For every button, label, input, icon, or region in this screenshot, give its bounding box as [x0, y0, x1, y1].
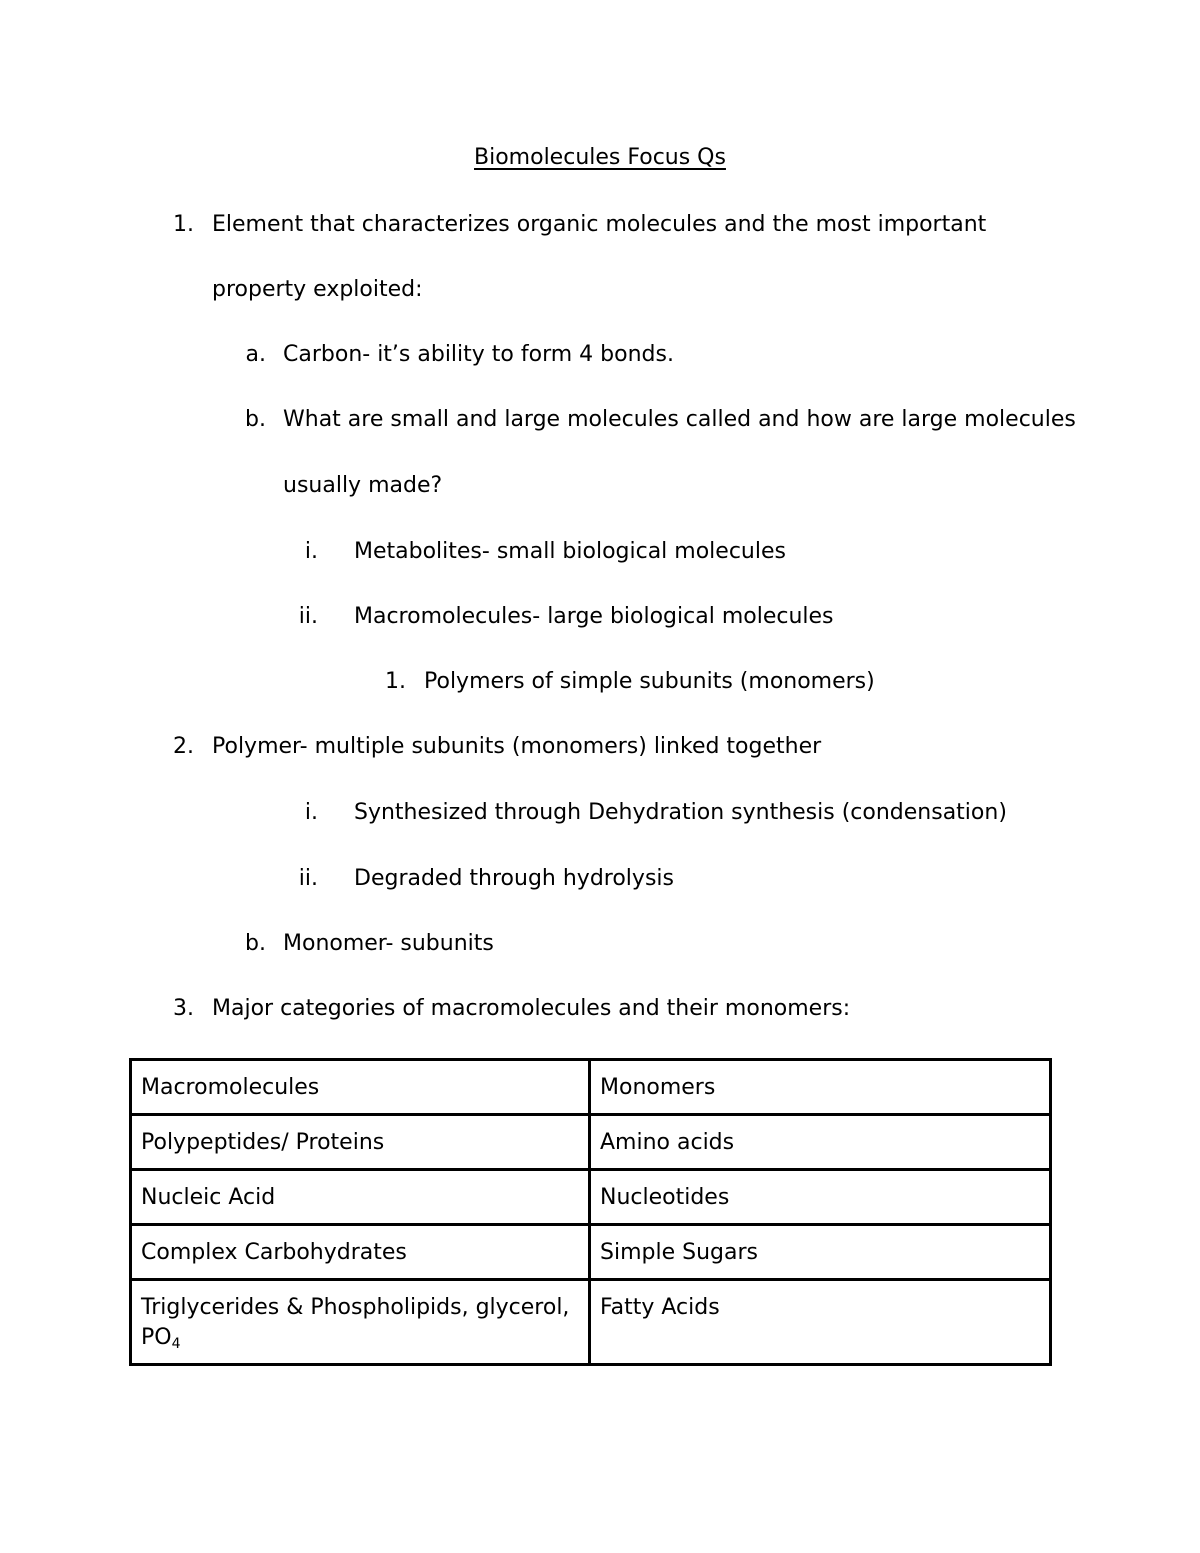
q1b-ii-marker: ii. [298, 604, 318, 629]
q1-text-line1: Element that characterizes organic molecules and the most important [212, 212, 987, 237]
table-cell-monomer: Amino acids [590, 1115, 1051, 1170]
table-header-cell: Monomers [590, 1060, 1051, 1115]
q1b-i-text: Metabolites- small biological molecules [354, 539, 786, 564]
table-cell-macromolecule: Complex Carbohydrates [131, 1225, 590, 1280]
table-cell-macromolecule: Nucleic Acid [131, 1170, 590, 1225]
q1b-marker: b. [245, 407, 266, 432]
table-header-row [131, 1060, 1051, 1115]
table-cell-monomer: Nucleotides [590, 1170, 1051, 1225]
q2-i-text: Synthesized through Dehydration synthesis (condensation) [354, 800, 1007, 825]
q3-text: Major categories of macromolecules and their monomers: [212, 996, 851, 1021]
q2-text: Polymer- multiple subunits (monomers) linked together [212, 734, 822, 759]
table-cell-monomer: Simple Sugars [590, 1225, 1051, 1280]
q2-i-marker: i. [304, 800, 318, 825]
table-header-cell: Macromolecules [131, 1060, 590, 1115]
q1-text-line2: property exploited: [212, 277, 423, 302]
q1-marker: 1. [173, 212, 194, 237]
table-cell-monomer: Fatty Acids [590, 1280, 1051, 1365]
table-row [131, 1280, 1051, 1365]
macromolecule-table [129, 1058, 1052, 1366]
phosphate-formula [141, 1325, 181, 1350]
q1b-i-marker: i. [304, 539, 318, 564]
table-cell-macromolecule [131, 1280, 590, 1365]
q2b-text: Monomer- subunits [283, 931, 494, 956]
table-row [131, 1225, 1051, 1280]
q1b-ii-1-marker: 1. [385, 669, 406, 694]
q2-ii-text: Degraded through hydrolysis [354, 866, 674, 891]
q1b-text-line2: usually made? [283, 473, 443, 498]
q1a-marker: a. [245, 342, 266, 367]
q2-marker: 2. [173, 734, 194, 759]
q1b-ii-text: Macromolecules- large biological molecules [354, 604, 834, 629]
q3-marker: 3. [173, 996, 194, 1021]
q2b-marker: b. [245, 931, 266, 956]
page-title: Biomolecules Focus Qs [474, 145, 726, 170]
q2-ii-marker: ii. [298, 866, 318, 891]
phosphate-formula-subscript: 4 [171, 1336, 181, 1352]
table-row [131, 1115, 1051, 1170]
q1b-text-line1: What are small and large molecules called and how are large molecules [283, 407, 1076, 432]
table-cell-macromolecule: Polypeptides/ Proteins [131, 1115, 590, 1170]
table-cell-macromolecule-line1: Triglycerides & Phospholipids, glycerol, [141, 1295, 570, 1320]
q1b-ii-1-text: Polymers of simple subunits (monomers) [424, 669, 875, 694]
phosphate-formula-base: PO [141, 1325, 172, 1350]
q1a-text: Carbon- it’s ability to form 4 bonds. [283, 342, 674, 367]
table-row [131, 1170, 1051, 1225]
